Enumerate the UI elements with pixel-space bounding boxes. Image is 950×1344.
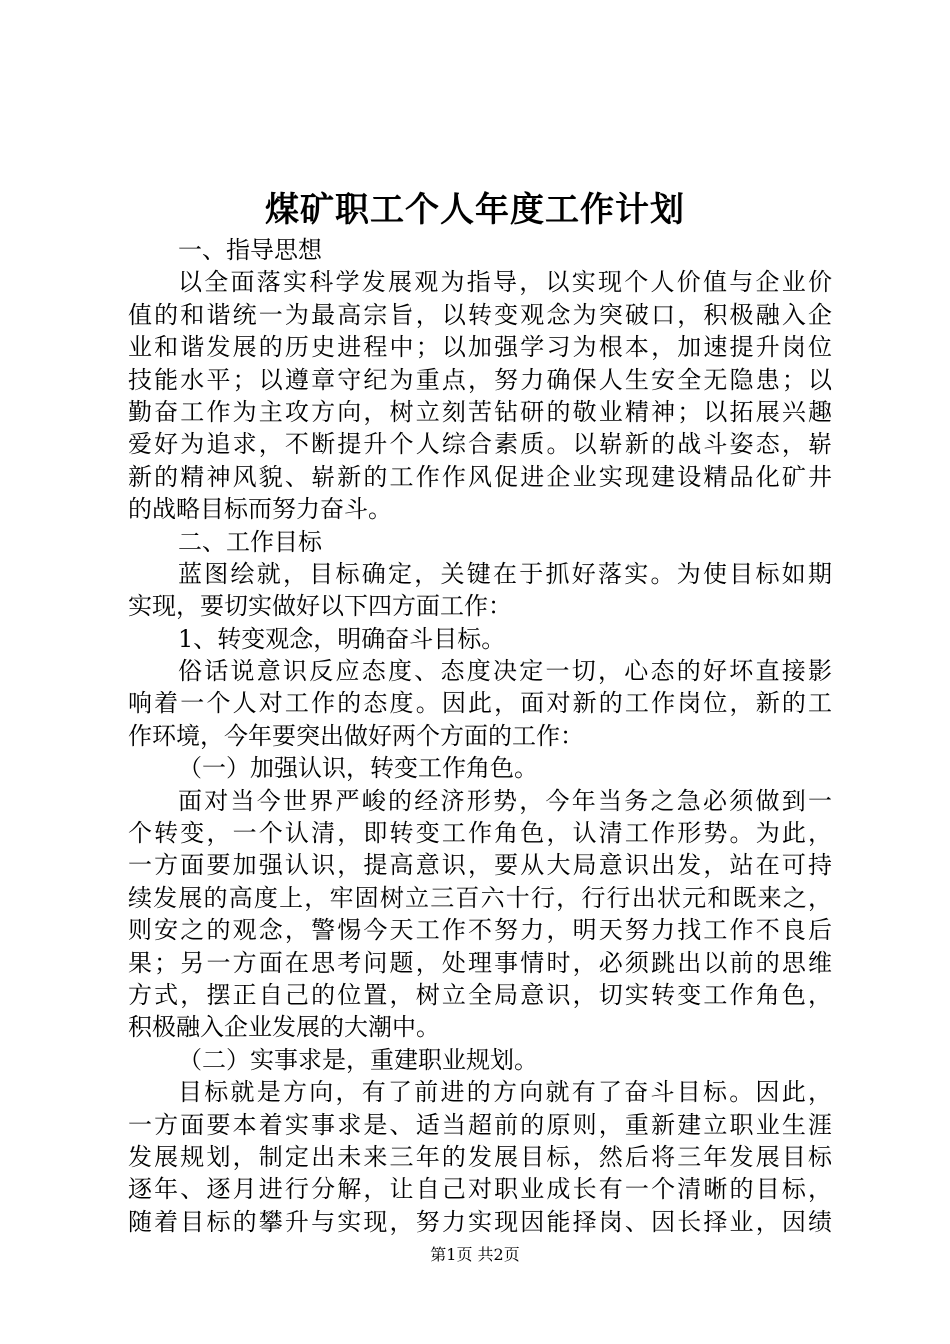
paragraph-line: 逐年、逐月进行分解，让自己对职业成长有一个清晰的目标，	[128, 1175, 832, 1204]
subsection-heading: （一）加强认识，转变工作角色。	[178, 754, 538, 783]
paragraph-line: 爱好为追求，不断提升个人综合素质。以崭新的战斗姿态，崭	[128, 430, 832, 459]
subsection-heading: 1、转变观念，明确奋斗目标。	[178, 624, 506, 653]
paragraph-line: 勤奋工作为主攻方向，树立刻苦钻研的敬业精神；以拓展兴趣	[128, 397, 832, 426]
paragraph-line: 则安之的观念，警惕今天工作不努力，明天努力找工作不良后	[128, 916, 832, 945]
paragraph-line: 业和谐发展的历史进程中；以加强学习为根本，加速提升岗位	[128, 333, 832, 362]
document-body	[128, 234, 832, 1238]
paragraph-line: 随着目标的攀升与实现，努力实现因能择岗、因长择业，因绩	[128, 1207, 832, 1236]
page-number: 第1页 共2页	[430, 1245, 520, 1264]
paragraph-line: 发展规划，制定出未来三年的发展目标，然后将三年发展目标	[128, 1142, 832, 1171]
paragraph-line: 蓝图绘就，目标确定，关键在于抓好落实。为使目标如期	[178, 559, 832, 588]
paragraph-line: 面对当今世界严峻的经济形势，今年当务之急必须做到一	[178, 786, 832, 815]
paragraph-line: 俗话说意识反应态度、态度决定一切，心态的好坏直接影	[178, 657, 832, 686]
document-title: 煤矿职工个人年度工作计划	[265, 190, 685, 230]
paragraph-line: 积极融入企业发展的大潮中。	[128, 1013, 440, 1042]
paragraph-line: 实现，要切实做好以下四方面工作：	[128, 592, 512, 621]
section-heading: 二、工作目标	[178, 527, 322, 556]
paragraph-line: 技能水平；以遵章守纪为重点，努力确保人生安全无隐患；以	[128, 365, 832, 394]
paragraph-line: 新的精神风貌、崭新的工作作风促进企业实现建设精品化矿井	[128, 462, 832, 491]
subsection-heading: （二）实事求是，重建职业规划。	[178, 1045, 538, 1074]
paragraph-line: 以全面落实科学发展观为指导，以实现个人价值与企业价	[178, 268, 832, 297]
paragraph-line: 方式，摆正自己的位置，树立全局意识，切实转变工作角色，	[128, 980, 832, 1009]
paragraph-line: 个转变，一个认清，即转变工作角色，认清工作形势。为此，	[128, 819, 832, 848]
paragraph-line: 值的和谐统一为最高宗旨，以转变观念为突破口，积极融入企	[128, 300, 832, 329]
paragraph-line: 响着一个人对工作的态度。因此，面对新的工作岗位，新的工	[128, 689, 832, 718]
paragraph-line: 一方面要加强认识，提高意识，要从大局意识出发，站在可持	[128, 851, 832, 880]
section-heading: 一、指导思想	[178, 236, 322, 264]
paragraph-line: 续发展的高度上，牢固树立三百六十行，行行出状元和既来之，	[128, 883, 832, 912]
paragraph-line: 果；另一方面在思考问题，处理事情时，必须跳出以前的思维	[128, 948, 832, 977]
paragraph-line: 作环境，今年要突出做好两个方面的工作：	[128, 721, 584, 750]
paragraph-line: 目标就是方向，有了前进的方向就有了奋斗目标。因此，	[178, 1078, 832, 1107]
paragraph-line: 的战略目标而努力奋斗。	[128, 495, 392, 524]
paragraph-line: 一方面要本着实事求是、适当超前的原则，重新建立职业生涯	[128, 1110, 832, 1139]
